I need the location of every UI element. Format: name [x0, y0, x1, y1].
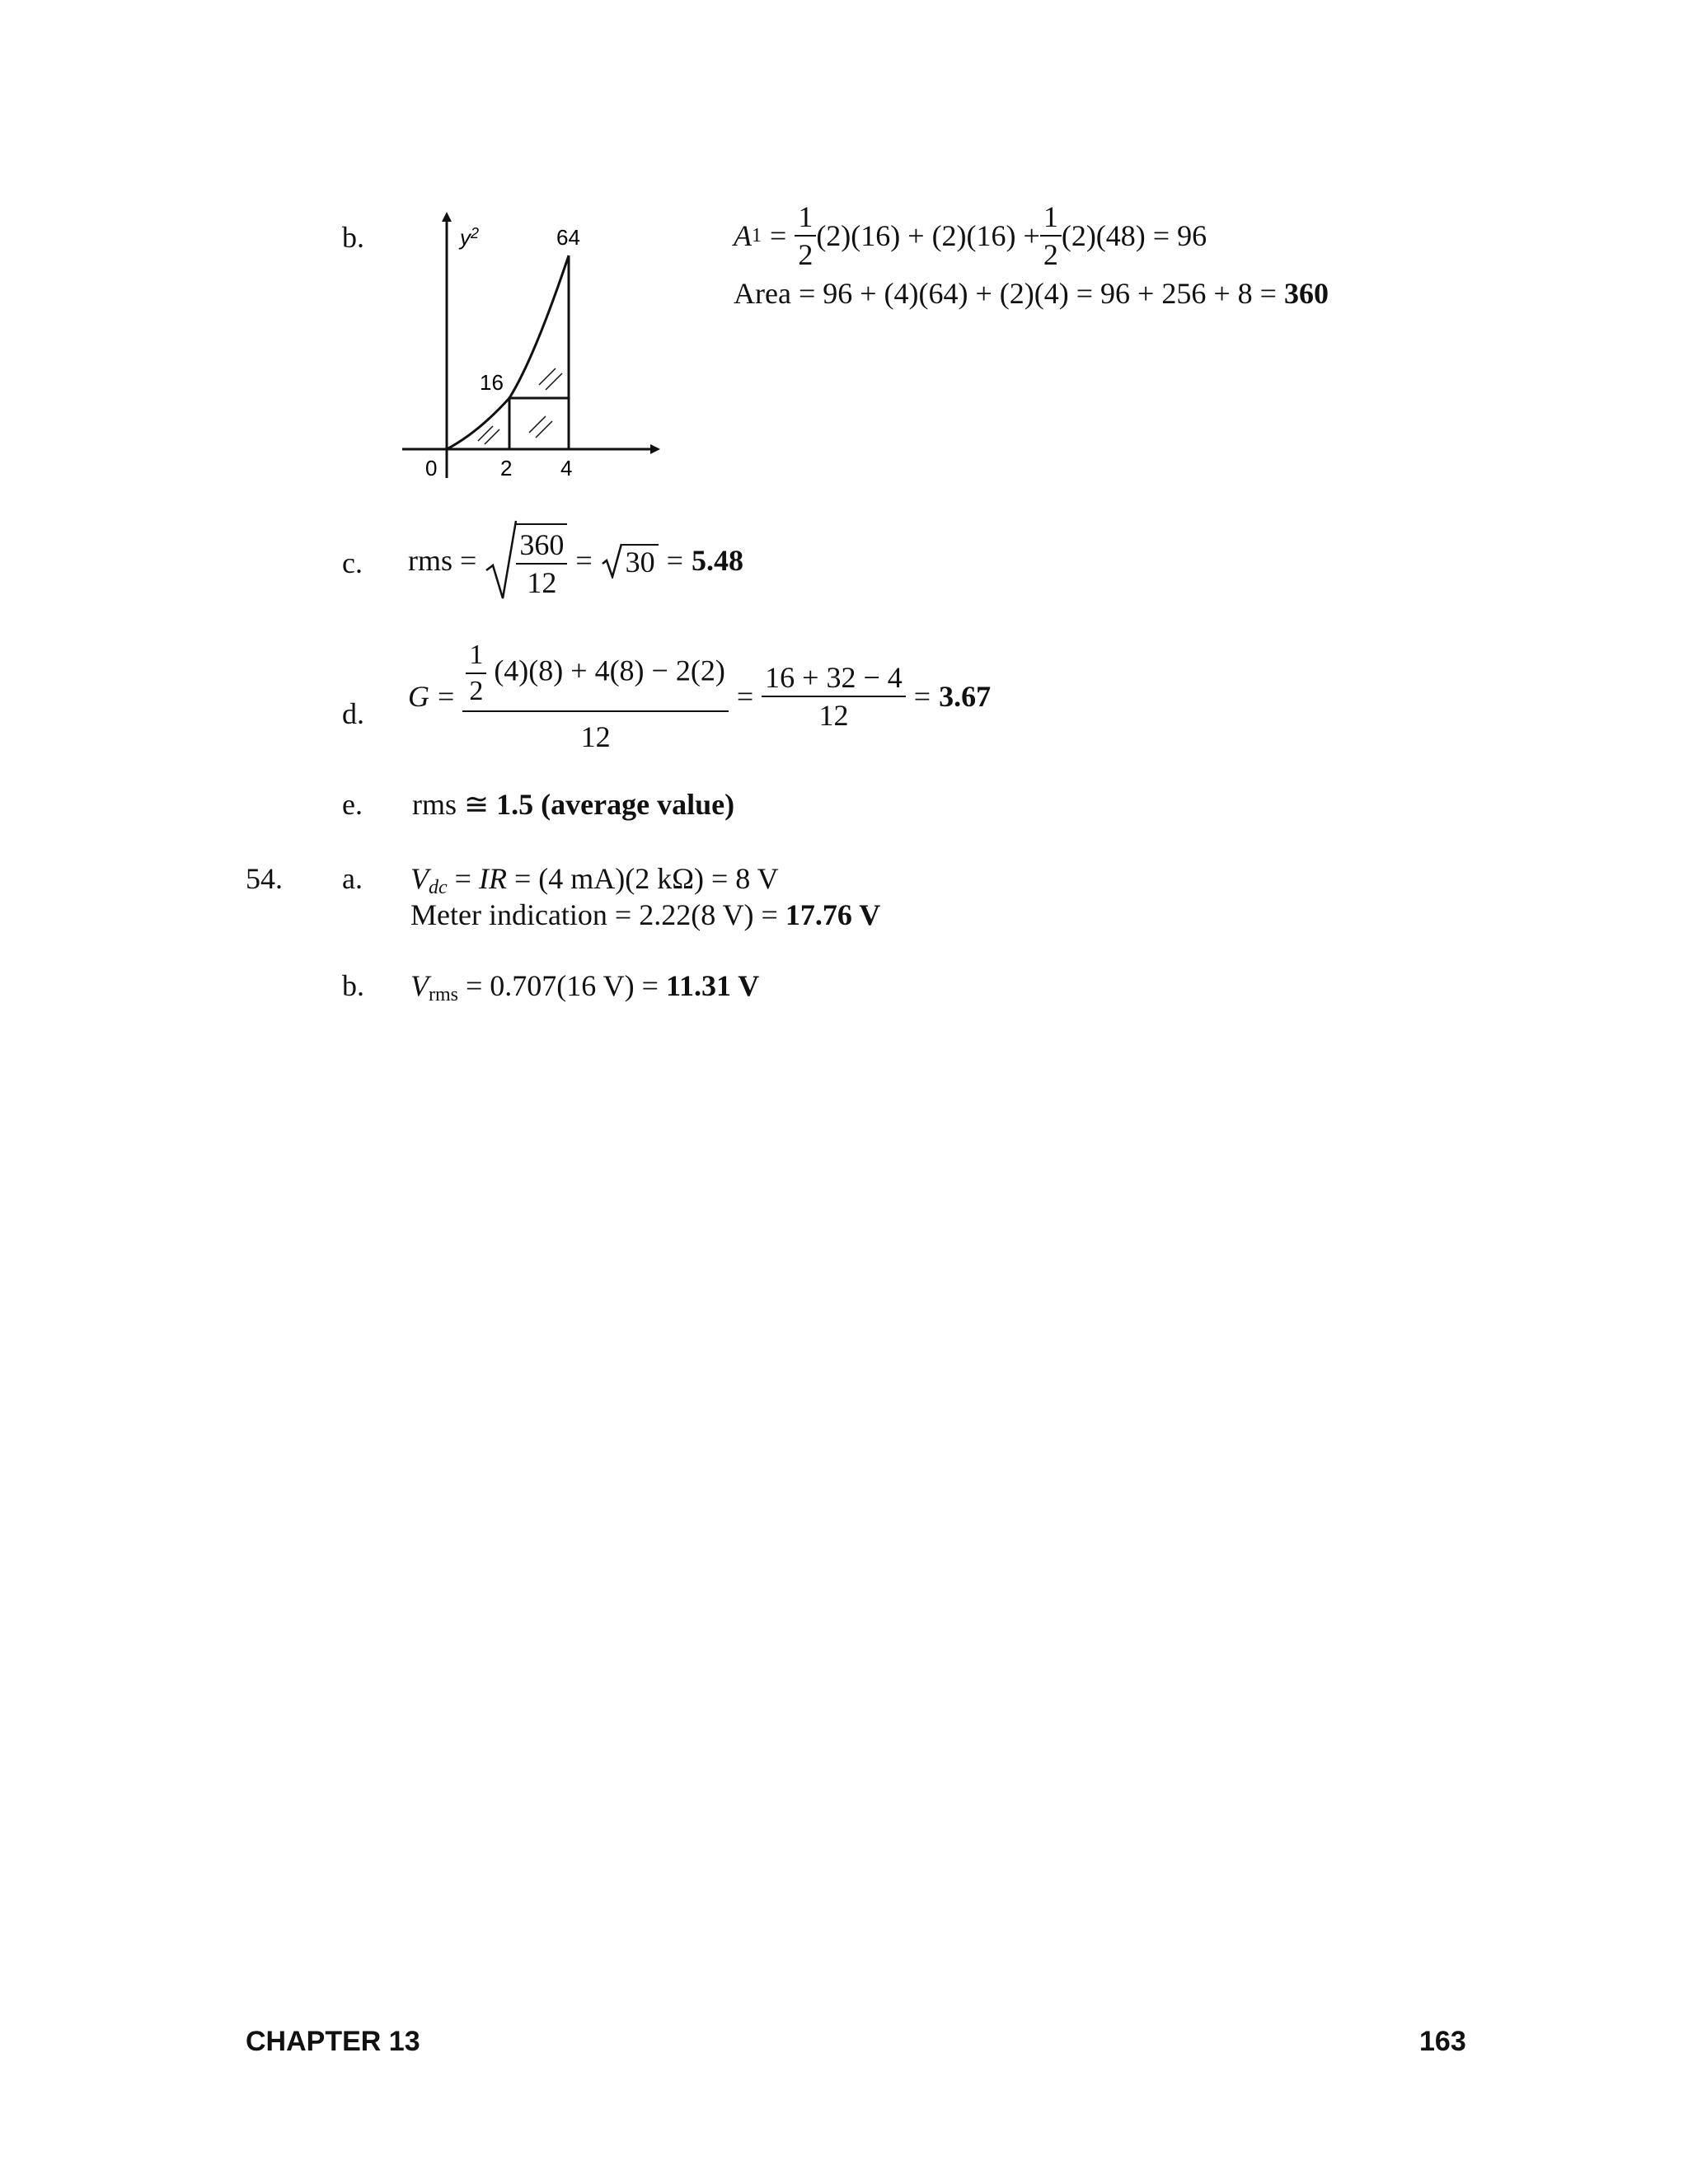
- y-axis-label: $y^2$: [460, 225, 480, 250]
- part-54a-label: a.: [342, 862, 363, 895]
- part-e-label: e.: [342, 788, 363, 821]
- problem-number: 54.: [246, 862, 283, 895]
- rms-equation: rms = $\frac{360}{12}$ = 30 = 5.48: [408, 519, 743, 602]
- page-number: 163: [1419, 2026, 1466, 2057]
- part-d-label: d.: [342, 697, 364, 730]
- tick-0: 0: [425, 456, 438, 480]
- vdc-equation: $V_{dc}$ = IR = (4 mA)(2 kΩ) = 8 V: [410, 862, 779, 898]
- chapter-footer: CHAPTER 13: [246, 2026, 420, 2057]
- g-equation: G = $\frac{1}{2}$ (4)(8) + 4(8) − 2(2) 12 = $\frac{16 + 32 - 4}{12}$ = 3.67: [408, 640, 992, 753]
- fraction-half: $\frac{1}{2}$: [795, 202, 816, 269]
- part-b-label: b.: [342, 221, 364, 254]
- tick-4: 4: [560, 456, 573, 480]
- tick-2: 2: [500, 456, 513, 480]
- label-16: 16: [480, 370, 504, 395]
- sqrt-icon-small: [601, 542, 622, 579]
- curve: [447, 255, 569, 449]
- label-64: 64: [556, 225, 580, 250]
- area-graph: [387, 194, 684, 490]
- big-fraction: $\frac{1}{2}$ (4)(8) + 4(8) − 2(2) 12: [462, 641, 729, 752]
- part-54b-label: b.: [342, 969, 364, 1002]
- meter-indication: Meter indication = 2.22(8 V) = 17.76 V: [410, 898, 881, 931]
- area-total-equation: Area = 96 + (4)(64) + (2)(4) = 96 + 256 + 8 = 360: [734, 277, 1329, 310]
- fraction-half-2: $\frac{1}{2}$: [1040, 202, 1062, 269]
- vrms-equation: Vrms = 0.707(16 V) = 11.31 V: [410, 969, 760, 1005]
- rms-approx: rms ≅ 1.5 (average value): [412, 788, 735, 821]
- area-equation-a1: A 1 = $\frac{1}{2}$ (2)(16) + (2)(16) + $\frac{1}{2}$ (2)(48) = 96: [734, 200, 1207, 271]
- sqrt-icon: [485, 519, 518, 602]
- part-c-label: c.: [342, 546, 363, 579]
- simplified-fraction: $\frac{16 + 32 - 4}{12}$: [762, 663, 906, 730]
